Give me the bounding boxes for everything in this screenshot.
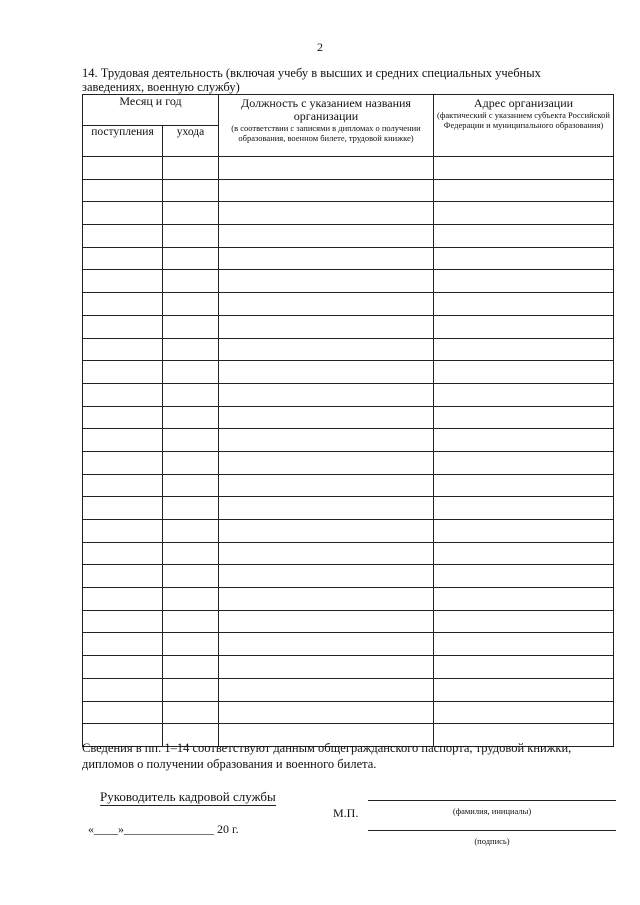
end-cell[interactable] <box>163 678 219 701</box>
start-cell[interactable] <box>83 633 163 656</box>
address-cell[interactable] <box>434 429 614 452</box>
start-cell[interactable] <box>83 179 163 202</box>
address-cell[interactable] <box>434 202 614 225</box>
position-cell[interactable] <box>219 474 434 497</box>
name-caption: (фамилия, инициалы) <box>452 806 532 816</box>
end-cell[interactable] <box>163 701 219 724</box>
table-row <box>83 610 614 633</box>
end-cell[interactable] <box>163 179 219 202</box>
start-cell[interactable] <box>83 497 163 520</box>
table-row <box>83 678 614 701</box>
position-cell[interactable] <box>219 179 434 202</box>
signature-caption: (подпись) <box>474 836 510 846</box>
start-cell[interactable] <box>83 542 163 565</box>
section-title-line1: 14. Трудовая деятельность (включая учебу в высших и средних специальных учебных <box>82 66 541 80</box>
header-position-note: (в соответствии с записями в дипломах о получении образования, военном билете, трудовой книжке) <box>231 123 421 143</box>
address-cell[interactable] <box>434 293 614 316</box>
position-cell[interactable] <box>219 656 434 679</box>
start-cell[interactable] <box>83 588 163 611</box>
position-cell[interactable] <box>219 633 434 656</box>
position-cell[interactable] <box>219 610 434 633</box>
table-row <box>83 520 614 543</box>
start-cell[interactable] <box>83 225 163 248</box>
position-cell[interactable] <box>219 429 434 452</box>
address-cell[interactable] <box>434 451 614 474</box>
position-cell[interactable] <box>219 565 434 588</box>
position-cell[interactable] <box>219 315 434 338</box>
end-cell[interactable] <box>163 157 219 180</box>
address-cell[interactable] <box>434 542 614 565</box>
position-cell[interactable] <box>219 383 434 406</box>
end-cell[interactable] <box>163 520 219 543</box>
address-cell[interactable] <box>434 225 614 248</box>
header-address <box>434 95 614 157</box>
end-cell[interactable] <box>163 247 219 270</box>
position-cell[interactable] <box>219 202 434 225</box>
header-address-note: (фактический с указанием субъекта Российской Федерации и муниципального образования) <box>437 110 610 130</box>
table-row <box>83 270 614 293</box>
end-cell[interactable] <box>163 225 219 248</box>
table-row <box>83 474 614 497</box>
position-cell[interactable] <box>219 247 434 270</box>
table-row <box>83 293 614 316</box>
table-row <box>83 656 614 679</box>
address-cell[interactable] <box>434 610 614 633</box>
header-end: ухода <box>163 126 219 157</box>
start-cell[interactable] <box>83 293 163 316</box>
end-cell[interactable] <box>163 474 219 497</box>
end-cell[interactable] <box>163 588 219 611</box>
table-row <box>83 497 614 520</box>
table-row <box>83 565 614 588</box>
header-position <box>219 95 434 157</box>
end-cell[interactable] <box>163 315 219 338</box>
start-cell[interactable] <box>83 315 163 338</box>
table-row <box>83 542 614 565</box>
end-cell[interactable] <box>163 429 219 452</box>
start-cell[interactable] <box>83 701 163 724</box>
header-month-year: Месяц и год <box>83 95 219 126</box>
address-cell[interactable] <box>434 361 614 384</box>
table-row <box>83 361 614 384</box>
start-cell[interactable] <box>83 383 163 406</box>
start-cell[interactable] <box>83 610 163 633</box>
stamp-label: М.П. <box>333 806 359 820</box>
position-cell[interactable] <box>219 588 434 611</box>
header-position-title: Должность с указанием названия организации <box>241 96 411 123</box>
end-cell[interactable] <box>163 656 219 679</box>
position-cell[interactable] <box>219 406 434 429</box>
table-row <box>83 179 614 202</box>
table-row <box>83 429 614 452</box>
start-cell[interactable] <box>83 202 163 225</box>
end-cell[interactable] <box>163 451 219 474</box>
end-cell[interactable] <box>163 293 219 316</box>
name-line[interactable] <box>368 800 616 801</box>
address-cell[interactable] <box>434 157 614 180</box>
end-cell[interactable] <box>163 361 219 384</box>
header-start: поступления <box>83 126 163 157</box>
start-cell[interactable] <box>83 361 163 384</box>
position-cell[interactable] <box>219 157 434 180</box>
page-number: 2 <box>317 40 323 54</box>
address-cell[interactable] <box>434 247 614 270</box>
date-field[interactable]: «____»_______________ 20 г. <box>88 822 239 836</box>
table-row <box>83 315 614 338</box>
address-cell[interactable] <box>434 474 614 497</box>
address-cell[interactable] <box>434 497 614 520</box>
address-cell[interactable] <box>434 678 614 701</box>
start-cell[interactable] <box>83 474 163 497</box>
table-row <box>83 451 614 474</box>
address-cell[interactable] <box>434 701 614 724</box>
signature-line[interactable] <box>368 830 616 831</box>
end-cell[interactable] <box>163 565 219 588</box>
start-cell[interactable] <box>83 656 163 679</box>
address-cell[interactable] <box>434 383 614 406</box>
position-cell[interactable] <box>219 701 434 724</box>
table-row <box>83 225 614 248</box>
table-row <box>83 406 614 429</box>
address-cell[interactable] <box>434 633 614 656</box>
start-cell[interactable] <box>83 157 163 180</box>
hr-head-label: Руководитель кадровой службы <box>100 789 276 804</box>
address-cell[interactable] <box>434 270 614 293</box>
end-cell[interactable] <box>163 383 219 406</box>
start-cell[interactable] <box>83 406 163 429</box>
end-cell[interactable] <box>163 610 219 633</box>
start-cell[interactable] <box>83 247 163 270</box>
position-cell[interactable] <box>219 338 434 361</box>
end-cell[interactable] <box>163 406 219 429</box>
table-row <box>83 383 614 406</box>
section-heading <box>82 66 612 94</box>
end-cell[interactable] <box>163 633 219 656</box>
end-cell[interactable] <box>163 338 219 361</box>
table-row <box>83 588 614 611</box>
end-cell[interactable] <box>163 202 219 225</box>
end-cell[interactable] <box>163 497 219 520</box>
position-cell[interactable] <box>219 451 434 474</box>
address-cell[interactable] <box>434 179 614 202</box>
end-cell[interactable] <box>163 270 219 293</box>
section-title-line2: заведениях, военную службу) <box>82 80 240 94</box>
position-cell[interactable] <box>219 520 434 543</box>
table-row <box>83 157 614 180</box>
start-cell[interactable] <box>83 565 163 588</box>
position-cell[interactable] <box>219 542 434 565</box>
position-cell[interactable] <box>219 497 434 520</box>
work-history-table <box>82 94 614 747</box>
table-row <box>83 633 614 656</box>
table-row <box>83 338 614 361</box>
address-cell[interactable] <box>434 520 614 543</box>
position-cell[interactable] <box>219 225 434 248</box>
start-cell[interactable] <box>83 270 163 293</box>
address-cell[interactable] <box>434 338 614 361</box>
start-cell[interactable] <box>83 520 163 543</box>
end-cell[interactable] <box>163 542 219 565</box>
statement-text: Сведения в пп. 1–14 соответствуют данным общегражданского паспорта, трудовой книжки, дипломов о получении образования и военного билета. <box>82 741 572 771</box>
table-row <box>83 247 614 270</box>
start-cell[interactable] <box>83 429 163 452</box>
position-cell[interactable] <box>219 361 434 384</box>
start-cell[interactable] <box>83 338 163 361</box>
start-cell[interactable] <box>83 451 163 474</box>
address-cell[interactable] <box>434 565 614 588</box>
address-cell[interactable] <box>434 588 614 611</box>
position-cell[interactable] <box>219 293 434 316</box>
start-cell[interactable] <box>83 678 163 701</box>
position-cell[interactable] <box>219 270 434 293</box>
address-cell[interactable] <box>434 315 614 338</box>
header-address-title: Адрес организации <box>473 96 574 110</box>
table-row <box>83 701 614 724</box>
position-cell[interactable] <box>219 678 434 701</box>
address-cell[interactable] <box>434 656 614 679</box>
table-row <box>83 202 614 225</box>
address-cell[interactable] <box>434 406 614 429</box>
